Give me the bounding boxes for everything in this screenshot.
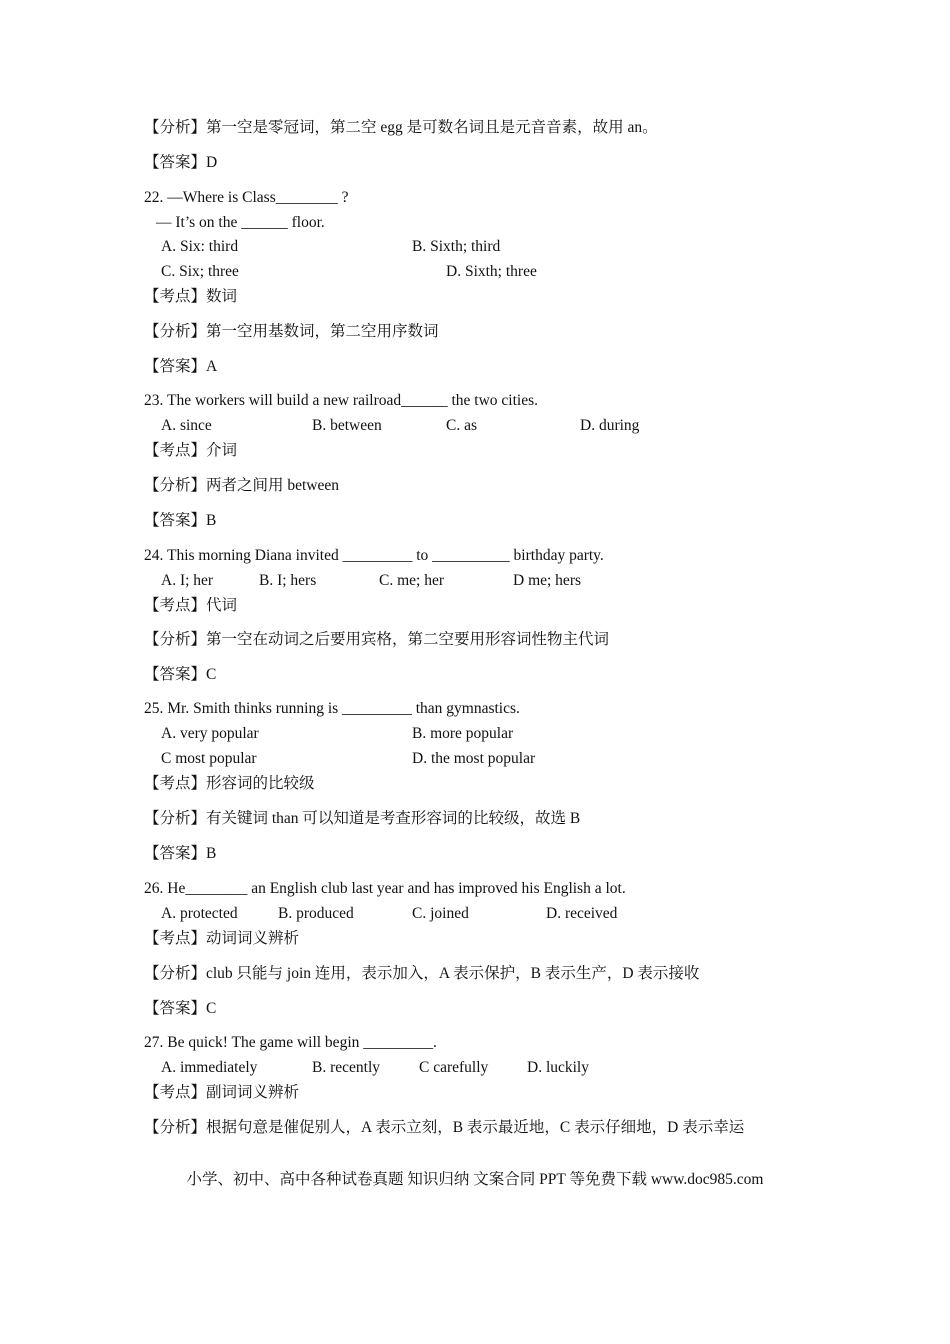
question-24-stem: 24. This morning Diana invited _________ to __________ birthday party. xyxy=(144,547,604,564)
question-26-option-d: D. received xyxy=(546,905,618,922)
question-22-option-d: D. Sixth; three xyxy=(446,263,537,280)
question-26-answer: 【答案】C xyxy=(144,1000,217,1017)
question-22-answer: 【答案】A xyxy=(144,358,218,375)
question-26-option-b: B. produced xyxy=(278,905,354,922)
question-23-option-a: A. since xyxy=(161,417,212,434)
question-26-analysis: 【分析】club 只能与 join 连用，表示加入，A 表示保护，B 表示生产，D 表示接收 xyxy=(144,965,700,982)
question-24-option-b: B. I; hers xyxy=(259,572,317,589)
question-27-option-d: D. luckily xyxy=(527,1059,589,1076)
question-24-option-d: D me; hers xyxy=(513,572,582,589)
question-22-topic: 【考点】数词 xyxy=(144,288,238,305)
question-25-answer: 【答案】B xyxy=(144,845,217,862)
question-22-stem: 22. —Where is Class________ ? xyxy=(144,189,349,206)
answer-line: 【答案】D xyxy=(144,154,218,171)
question-23-option-d: D. during xyxy=(580,417,640,434)
question-24-option-c: C. me; her xyxy=(379,572,444,589)
question-23-stem: 23. The workers will build a new railroad______ the two cities. xyxy=(144,392,539,409)
question-24-answer: 【答案】C xyxy=(144,666,217,683)
question-25-analysis: 【分析】有关键词 than 可以知道是考查形容词的比较级，故选 B xyxy=(144,810,581,827)
question-27-topic: 【考点】副词词义辨析 xyxy=(144,1084,300,1101)
question-22-analysis: 【分析】第一空用基数词，第二空用序数词 xyxy=(144,323,439,340)
question-25-option-c: C most popular xyxy=(161,750,257,767)
question-24-option-a: A. I; her xyxy=(161,572,214,589)
question-26-option-c: C. joined xyxy=(412,905,469,922)
question-25-option-b: B. more popular xyxy=(412,725,514,742)
question-23-topic: 【考点】介词 xyxy=(144,442,238,459)
question-27-option-b: B. recently xyxy=(312,1059,381,1076)
question-27-analysis: 【分析】根据句意是催促别人，A 表示立刻，B 表示最近地，C 表示仔细地，D 表示幸运 xyxy=(144,1119,745,1136)
question-27-option-a: A. immediately xyxy=(161,1059,258,1076)
question-22-option-b: B. Sixth; third xyxy=(412,238,501,255)
question-25-stem: 25. Mr. Smith thinks running is _________ than gymnastics. xyxy=(144,700,520,717)
question-26-topic: 【考点】动词词义辨析 xyxy=(144,930,300,947)
question-22-line2: — It’s on the ______ floor. xyxy=(156,214,325,231)
question-27-option-c: C carefully xyxy=(419,1059,489,1076)
question-24-analysis: 【分析】第一空在动词之后要用宾格，第二空要用形容词性物主代词 xyxy=(144,631,610,648)
question-26-option-a: A. protected xyxy=(161,905,238,922)
question-22-option-a: A. Six: third xyxy=(161,238,239,255)
question-25-option-d: D. the most popular xyxy=(412,750,536,767)
question-22-option-c: C. Six; three xyxy=(161,263,239,280)
page-footer: 小学、初中、高中各种试卷真题 知识归纳 文案合同 PPT 等免费下载 www.doc985.com xyxy=(186,1171,764,1188)
question-23-option-c: C. as xyxy=(446,417,477,434)
question-25-topic: 【考点】形容词的比较级 xyxy=(144,775,315,792)
question-23-analysis: 【分析】两者之间用 between xyxy=(144,477,340,494)
question-23-option-b: B. between xyxy=(312,417,382,434)
question-26-stem: 26. He________ an English club last year and has improved his English a lot. xyxy=(144,880,626,897)
question-23-answer: 【答案】B xyxy=(144,512,217,529)
question-27-stem: 27. Be quick! The game will begin _________. xyxy=(144,1034,437,1051)
analysis-line: 【分析】第一空是零冠词，第二空 egg 是可数名词且是元音音素，故用 an。 xyxy=(144,119,658,136)
question-24-topic: 【考点】代词 xyxy=(144,597,238,614)
question-25-option-a: A. very popular xyxy=(161,725,259,742)
